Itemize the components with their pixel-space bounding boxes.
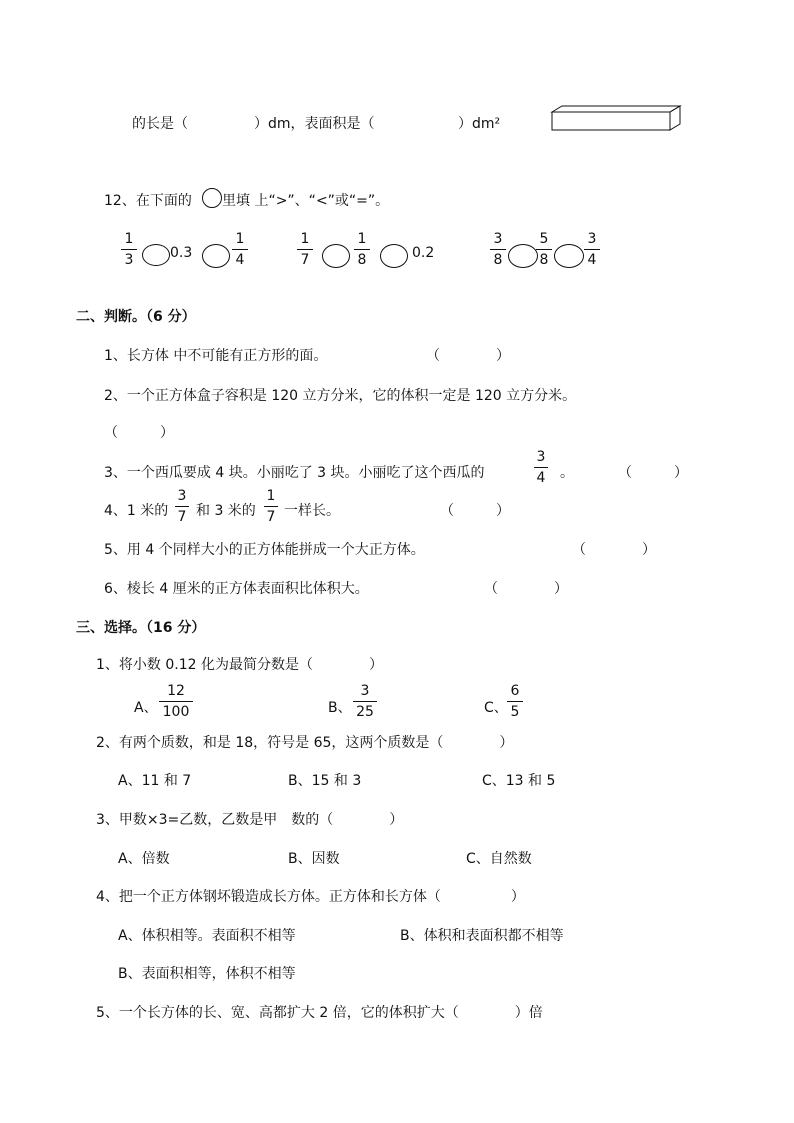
fraction: 3 25 (354, 684, 376, 719)
cuboid-figure (548, 104, 684, 134)
compare-circle[interactable] (380, 244, 408, 268)
q11-surface-label: ）dm，表面积是（ (254, 116, 375, 132)
compare-circle-sample (202, 188, 222, 208)
answer-paren[interactable]: （ ） (104, 425, 174, 441)
fraction: 3 4 (535, 450, 547, 485)
fraction: 5 8 (537, 232, 551, 267)
compare-circle[interactable] (322, 244, 350, 268)
answer-paren[interactable]: （ ） (426, 348, 510, 364)
judge-item-6: 6、棱长 4 厘米的正方体表面积比体积大。 (104, 581, 369, 597)
compare-circle[interactable] (142, 244, 170, 266)
choice-q5: 5、一个长方体的长、宽、高都扩大 2 倍，它的体积扩大（ ）倍 (96, 1005, 543, 1021)
option-a[interactable]: A、11 和 7 (118, 773, 192, 789)
option-b[interactable]: B、体积和表面积都不相等 (400, 928, 564, 944)
compare-circle[interactable] (508, 244, 538, 268)
q12-stem-a: 12、在下面的 (104, 193, 192, 209)
choice-q3: 3、甲数×3=乙数，乙数是甲 数的（ ） (96, 812, 404, 828)
section-2-title: 二、判断。（6 分） (76, 309, 196, 325)
option-b-label[interactable]: B、 (328, 700, 352, 716)
judge-item-3-end: 。 (560, 465, 574, 481)
fraction: 12 100 (160, 684, 192, 719)
q11-length-label: 的长是（ (132, 116, 188, 132)
q12-stem-b: 里填 上“>”、“<”或“=”。 (222, 193, 390, 209)
judge-item-5: 5、用 4 个同样大小的正方体能拼成一个大正方体。 (104, 542, 425, 558)
fraction: 1 4 (233, 232, 247, 267)
judge-item-4-b: 和 3 米的 (196, 503, 256, 519)
choice-q2: 2、有两个质数，和是 18，符号是 65，这两个质数是（ ） (96, 735, 514, 751)
section-3-title: 三、选择。（16 分） (76, 620, 206, 636)
q11-unit-label: ）dm² (458, 116, 501, 132)
judge-item-3: 3、一个西瓜要成 4 块。小丽吃了 3 块。小丽吃了这个西瓜的 (104, 465, 485, 481)
judge-item-4-c: 一样长。 (284, 503, 340, 519)
fraction: 1 7 (298, 232, 312, 267)
option-c[interactable]: C、自然数 (466, 851, 532, 867)
answer-paren[interactable]: （ ） (440, 503, 510, 519)
judge-item-2: 2、一个正方体盒子容积是 120 立方分米，它的体积一定是 120 立方分米。 (104, 388, 577, 404)
decimal-value: 0.3 (170, 245, 193, 261)
fraction: 3 8 (491, 232, 505, 267)
choice-q4: 4、把一个正方体钢坏锻造成长方体。正方体和长方体（ ） (96, 889, 525, 905)
fraction: 1 8 (355, 232, 369, 267)
fraction: 3 7 (176, 489, 188, 524)
answer-paren[interactable]: （ ） (484, 581, 568, 597)
answer-paren[interactable]: （ ） (572, 542, 656, 558)
judge-item-1: 1、长方体 中不可能有正方形的面。 (104, 348, 328, 364)
decimal-value: 0.2 (412, 245, 435, 261)
option-b-second[interactable]: B、表面积相等，体积不相等 (118, 966, 296, 982)
option-a-label[interactable]: A、 (134, 700, 158, 716)
fraction: 3 4 (585, 232, 599, 267)
choice-q1: 1、将小数 0.12 化为最简分数是（ ） (96, 657, 383, 673)
option-a[interactable]: A、倍数 (118, 851, 170, 867)
judge-item-4-a: 4、1 米的 (104, 503, 169, 519)
fraction: 1 7 (265, 489, 277, 524)
compare-circle[interactable] (554, 244, 584, 268)
answer-paren[interactable]: （ ） (618, 465, 688, 481)
fraction: 1 3 (122, 232, 136, 267)
option-c-label[interactable]: C、 (484, 700, 508, 716)
option-b[interactable]: B、因数 (288, 851, 340, 867)
option-b[interactable]: B、15 和 3 (288, 773, 362, 789)
fraction: 6 5 (508, 684, 522, 719)
option-c[interactable]: C、13 和 5 (482, 773, 556, 789)
compare-circle[interactable] (202, 244, 230, 268)
option-a[interactable]: A、体积相等。表面积不相等 (118, 928, 296, 944)
